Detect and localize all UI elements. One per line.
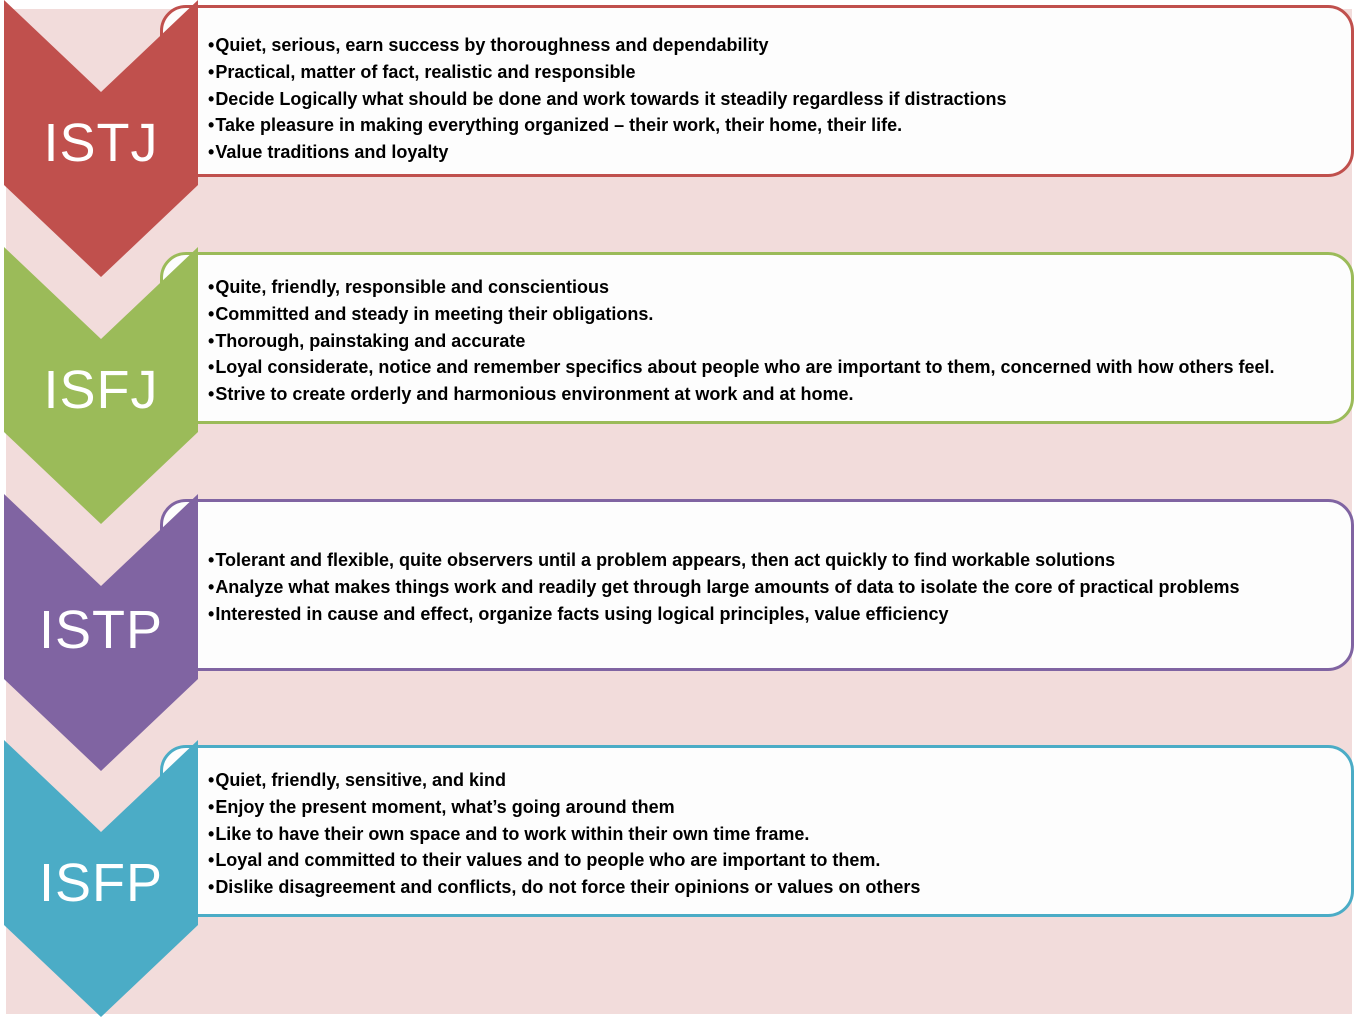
bullet-icon: • <box>208 603 215 624</box>
trait-text: Decide Logically what should be done and work towards it steadily regardless if distractions <box>215 88 1007 109</box>
trait-item <box>208 274 1328 301</box>
trait-text: Value traditions and loyalty <box>215 142 449 163</box>
trait-text: Like to have their own space and to work within their own time frame. <box>215 823 810 844</box>
trait-text: Quiet, serious, earn success by thoroughness and dependability <box>215 35 769 55</box>
trait-item <box>208 139 1328 166</box>
bullet-icon: • <box>208 357 215 378</box>
bullet-icon: • <box>208 877 215 898</box>
bullet-icon: • <box>208 576 215 597</box>
bullet-icon: • <box>208 115 215 136</box>
trait-item <box>208 32 1328 59</box>
trait-item <box>208 821 1328 848</box>
bullet-icon: • <box>208 61 215 82</box>
trait-item <box>208 301 1328 328</box>
row-isfj <box>0 252 1359 532</box>
trait-text: Committed and steady in meeting their obligations. <box>215 303 654 324</box>
bullet-icon: • <box>208 142 215 163</box>
bullet-icon: • <box>208 35 215 55</box>
trait-text: Loyal considerate, notice and remember specifics about people who are important to them, concerned with how others feel. <box>215 357 1275 378</box>
trait-item <box>208 847 1328 874</box>
bullet-icon: • <box>208 770 215 790</box>
trait-text: Thorough, painstaking and accurate <box>215 330 526 351</box>
trait-text: Analyze what makes things work and readily get through large amounts of data to isolate the core of practical problems <box>215 576 1240 597</box>
trait-item <box>208 381 1328 408</box>
trait-text: Take pleasure in making everything organized – their work, their home, their life. <box>215 115 903 136</box>
trait-text: Enjoy the present moment, what’s going around them <box>215 796 675 817</box>
trait-text: Strive to create orderly and harmonious environment at work and at home. <box>215 384 854 405</box>
trait-item <box>208 328 1328 355</box>
row-istp <box>0 499 1359 779</box>
trait-text: Interested in cause and effect, organize facts using logical principles, value efficiency <box>215 603 949 624</box>
trait-item <box>208 547 1328 574</box>
bullet-icon: • <box>208 796 215 817</box>
type-label: ISTP <box>38 600 164 660</box>
trait-item <box>208 59 1328 86</box>
trait-item <box>208 874 1328 901</box>
type-label: ISFJ <box>43 360 159 420</box>
row-isfp <box>0 745 1359 1025</box>
trait-item <box>208 767 1328 794</box>
trait-text: Practical, matter of fact, realistic and responsible <box>215 61 636 82</box>
trait-item <box>208 112 1328 139</box>
bullet-icon: • <box>208 823 215 844</box>
type-label: ISTJ <box>43 113 159 173</box>
trait-item <box>208 574 1328 601</box>
bullet-icon: • <box>208 384 215 405</box>
trait-list <box>208 547 1328 627</box>
trait-list <box>208 32 1328 166</box>
bullet-icon: • <box>208 88 215 109</box>
row-istj <box>0 5 1359 285</box>
bullet-icon: • <box>208 550 215 570</box>
trait-item <box>208 354 1328 381</box>
trait-text: Loyal and committed to their values and to people who are important to them. <box>215 850 881 871</box>
bullet-icon: • <box>208 330 215 351</box>
trait-text: Quiet, friendly, sensitive, and kind <box>215 770 507 790</box>
trait-list <box>208 767 1328 901</box>
bullet-icon: • <box>208 850 215 871</box>
trait-text: Dislike disagreement and conflicts, do not force their opinions or values on others <box>215 877 921 898</box>
bullet-icon: • <box>208 277 215 297</box>
trait-item <box>208 794 1328 821</box>
trait-list <box>208 274 1328 408</box>
trait-text: Tolerant and flexible, quite observers until a problem appears, then act quickly to find workable solutions <box>215 550 1116 570</box>
trait-text: Quite, friendly, responsible and conscientious <box>215 277 610 297</box>
trait-item <box>208 86 1328 113</box>
bullet-icon: • <box>208 303 215 324</box>
type-label: ISFP <box>38 853 164 913</box>
trait-item <box>208 601 1328 628</box>
